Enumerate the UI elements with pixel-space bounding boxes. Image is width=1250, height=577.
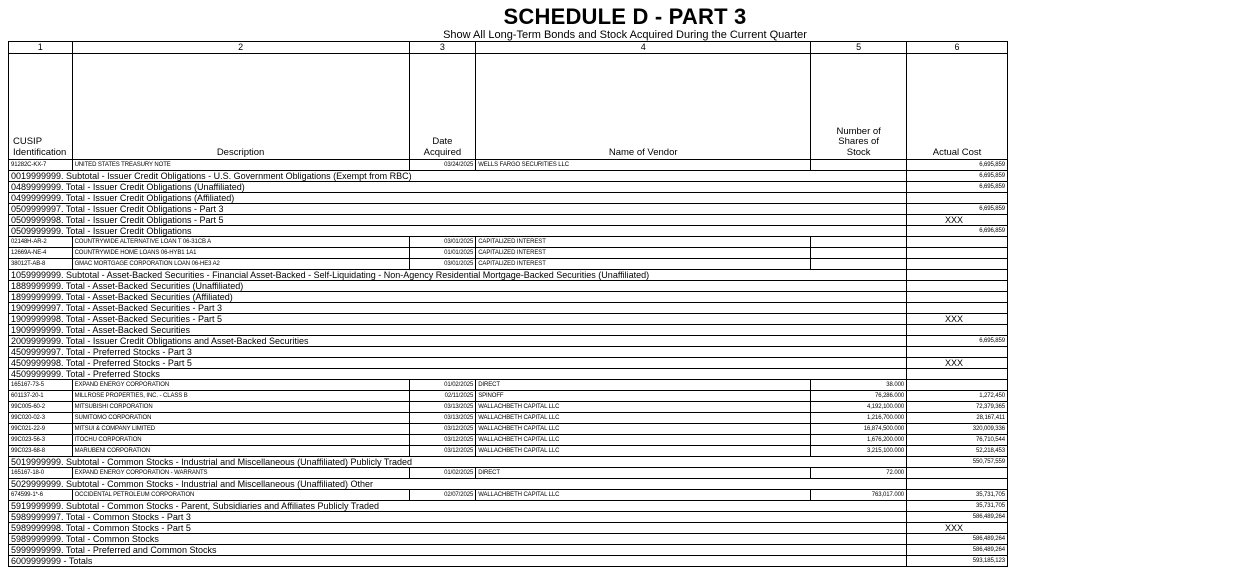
subtotal-cost [907, 303, 1008, 314]
subtotal-row [9, 182, 1008, 193]
subtotal-label: 5999999999. Total - Preferred and Common Stocks [9, 545, 907, 556]
date-cell: 02/11/2025 [409, 391, 476, 402]
subtotal-row [9, 369, 1008, 380]
vendor-cell: DIRECT [476, 468, 811, 479]
description-cell: MILLROSE PROPERTIES, INC. - CLASS B [72, 391, 409, 402]
subtotal-cost: 586,489,264 [907, 512, 1008, 523]
description-cell: MARUBENI CORPORATION [72, 446, 409, 457]
subtotal-label: 1889999999. Total - Asset-Backed Securities (Unaffiliated) [9, 281, 907, 292]
cusip-cell: 165167-18-0 [9, 468, 73, 479]
date-cell: 03/12/2025 [409, 435, 476, 446]
subtotal-row [9, 292, 1008, 303]
vendor-cell: WALLACHBETH CAPITAL LLC [476, 424, 811, 435]
date-cell: 01/01/2025 [409, 248, 476, 259]
shares-cell: 1,216,700.000 [811, 413, 907, 424]
cusip-cell: 99C023-56-3 [9, 435, 73, 446]
page-title: SCHEDULE D - PART 3 [503, 4, 747, 29]
subtotal-label: 1899999999. Total - Asset-Backed Securities (Affiliated) [9, 292, 907, 303]
header-cusip [9, 54, 73, 160]
header-date-line2: Acquired [423, 146, 462, 158]
vendor-cell: WALLACHBETH CAPITAL LLC [476, 413, 811, 424]
subtotal-row [9, 325, 1008, 336]
table-row [9, 402, 1008, 413]
date-cell: 02/07/2025 [409, 490, 476, 501]
header-date-line1: Date [432, 136, 453, 147]
header-cusip-line1: CUSIP [13, 136, 43, 147]
column-header-row [9, 54, 1008, 160]
header-actual-cost: Actual Cost [907, 54, 1008, 160]
cusip-cell: 99C021-22-9 [9, 424, 73, 435]
subtotal-row [9, 501, 1008, 512]
subtotal-label: 0019999999. Subtotal - Issuer Credit Obligations - U.S. Government Obligations (Exempt from RBC) [9, 171, 907, 182]
subtotal-label: 6009999999 - Totals [9, 556, 907, 567]
column-number: 4 [476, 42, 811, 54]
subtotal-label: 1909999998. Total - Asset-Backed Securities - Part 5 [9, 314, 907, 325]
column-number: 3 [409, 42, 476, 54]
subtotal-cost [907, 325, 1008, 336]
description-cell: EXPAND ENERGY CORPORATION [72, 380, 409, 391]
description-cell: COUNTRYWIDE HOME LOANS 06-HYB1 1A1 [72, 248, 409, 259]
subtotal-cost: XXX [907, 358, 1008, 369]
cost-cell: 1,272,450 [907, 391, 1008, 402]
subtotal-row [9, 457, 1008, 468]
subtotal-label: 5989999998. Total - Common Stocks - Part 5 [9, 523, 907, 534]
subtotal-cost: 6,695,859 [907, 336, 1008, 347]
subtotal-row [9, 523, 1008, 534]
header-vendor: Name of Vendor [476, 54, 811, 160]
date-cell: 01/02/2025 [409, 380, 476, 391]
cost-cell: 35,731,705 [907, 490, 1008, 501]
subtotal-cost: 586,489,264 [907, 545, 1008, 556]
shares-cell [811, 259, 907, 270]
cost-cell: 72,379,365 [907, 402, 1008, 413]
subtotal-row [9, 358, 1008, 369]
date-cell: 03/12/2025 [409, 446, 476, 457]
subtotal-label: 0509999997. Total - Issuer Credit Obligations - Part 3 [9, 204, 907, 215]
subtotal-label: 5029999999. Subtotal - Common Stocks - Industrial and Miscellaneous (Unaffiliated) Other [9, 479, 907, 490]
subtotal-cost: 550,757,559 [907, 457, 1008, 468]
subtotal-row [9, 215, 1008, 226]
page-subtitle: Show All Long-Term Bonds and Stock Acquired During the Current Quarter [443, 29, 807, 41]
date-cell: 03/24/2025 [409, 160, 476, 171]
description-cell: EXPAND ENERGY CORPORATION - WARRANTS [72, 468, 409, 479]
cost-cell: 6,695,859 [907, 160, 1008, 171]
subtotal-label: 1059999999. Subtotal - Asset-Backed Securities - Financial Asset-Backed - Self-Liquidating - Non-Agency Residential Mortgage-Backed Securities (Unaffiliated) [9, 270, 907, 281]
cost-cell [907, 248, 1008, 259]
cost-cell [907, 237, 1008, 248]
subtotal-label: 0499999999. Total - Issuer Credit Obligations (Affiliated) [9, 193, 907, 204]
cost-cell [907, 380, 1008, 391]
header-shares-line2: Shares of [838, 136, 879, 147]
shares-cell: 763,017.000 [811, 490, 907, 501]
table-row [9, 490, 1008, 501]
vendor-cell: WALLACHBETH CAPITAL LLC [476, 446, 811, 457]
cusip-cell: 91282C-KX-7 [9, 160, 73, 171]
shares-cell: 1,676,200.000 [811, 435, 907, 446]
subtotal-label: 5989999997. Total - Common Stocks - Part 3 [9, 512, 907, 523]
subtotal-row [9, 545, 1008, 556]
subtotal-row [9, 303, 1008, 314]
subtotal-cost: XXX [907, 523, 1008, 534]
table-row [9, 237, 1008, 248]
cusip-cell: 99C020-02-3 [9, 413, 73, 424]
description-cell: SUMITOMO CORPORATION [72, 413, 409, 424]
description-cell: GMAC MORTGAGE CORPORATION LOAN 06-HE3 A2 [72, 259, 409, 270]
table-row [9, 380, 1008, 391]
subtotal-label: 4509999999. Total - Preferred Stocks [9, 369, 907, 380]
date-cell: 03/01/2025 [409, 237, 476, 248]
shares-cell: 38.000 [811, 380, 907, 391]
shares-cell [811, 237, 907, 248]
column-number: 1 [9, 42, 73, 54]
subtotal-label: 5019999999. Subtotal - Common Stocks - Industrial and Miscellaneous (Unaffiliated) Publicly Traded [9, 457, 907, 468]
cusip-cell: 12669A-NE-4 [9, 248, 73, 259]
vendor-cell: CAPITALIZED INTEREST [476, 237, 811, 248]
subtotal-cost [907, 193, 1008, 204]
description-cell: UNITED STATES TREASURY NOTE [72, 160, 409, 171]
shares-cell: 72.000 [811, 468, 907, 479]
subtotal-cost: 6,695,859 [907, 204, 1008, 215]
subtotal-row [9, 193, 1008, 204]
date-cell: 03/12/2025 [409, 424, 476, 435]
description-cell: MITSUBISHI CORPORATION [72, 402, 409, 413]
shares-cell: 3,215,100.000 [811, 446, 907, 457]
subtotal-row [9, 204, 1008, 215]
column-number: 2 [72, 42, 409, 54]
date-cell: 03/01/2025 [409, 259, 476, 270]
cost-cell [907, 468, 1008, 479]
subtotal-row [9, 171, 1008, 182]
shares-cell: 4,192,100.000 [811, 402, 907, 413]
date-cell: 03/13/2025 [409, 402, 476, 413]
subtotal-cost: XXX [907, 215, 1008, 226]
table-row [9, 259, 1008, 270]
subtotal-label: 2009999999. Total - Issuer Credit Obligations and Asset-Backed Securities [9, 336, 907, 347]
subtotal-cost: 6,695,859 [907, 182, 1008, 193]
cusip-cell: 02148H-AR-2 [9, 237, 73, 248]
vendor-cell: WALLACHBETH CAPITAL LLC [476, 490, 811, 501]
vendor-cell: SPINOFF [476, 391, 811, 402]
cusip-cell: 601137-20-1 [9, 391, 73, 402]
subtotal-cost [907, 292, 1008, 303]
subtotal-label: 4509999997. Total - Preferred Stocks - Part 3 [9, 347, 907, 358]
subtotal-cost [907, 479, 1008, 490]
subtotal-cost: 35,731,705 [907, 501, 1008, 512]
cost-cell: 28,167,411 [907, 413, 1008, 424]
subtotal-label: 1909999997. Total - Asset-Backed Securities - Part 3 [9, 303, 907, 314]
column-number-row [9, 42, 1008, 54]
header-date-acquired [409, 54, 476, 160]
shares-cell: 16,874,500.000 [811, 424, 907, 435]
cost-cell: 76,710,544 [907, 435, 1008, 446]
vendor-cell: WALLACHBETH CAPITAL LLC [476, 402, 811, 413]
table-row [9, 248, 1008, 259]
subtotal-row [9, 336, 1008, 347]
subtotal-row [9, 347, 1008, 358]
header-shares-line1: Number of [836, 125, 881, 137]
subtotal-cost [907, 369, 1008, 380]
subtotal-label: 1909999999. Total - Asset-Backed Securities [9, 325, 907, 336]
table-row [9, 413, 1008, 424]
vendor-cell: DIRECT [476, 380, 811, 391]
table-row [9, 435, 1008, 446]
subtotal-label: 0509999999. Total - Issuer Credit Obligations [9, 226, 907, 237]
cusip-cell: 165167-73-5 [9, 380, 73, 391]
subtotal-row [9, 512, 1008, 523]
vendor-cell: CAPITALIZED INTEREST [476, 248, 811, 259]
date-cell: 03/13/2025 [409, 413, 476, 424]
cusip-cell: 38012T-AB-8 [9, 259, 73, 270]
table-row [9, 446, 1008, 457]
subtotal-cost: 593,185,123 [907, 556, 1008, 567]
schedule-table [8, 41, 1008, 567]
date-cell: 01/02/2025 [409, 468, 476, 479]
subtotal-label: 5989999999. Total - Common Stocks [9, 534, 907, 545]
description-cell: MITSUI & COMPANY LIMITED [72, 424, 409, 435]
cusip-cell: 99C005-60-2 [9, 402, 73, 413]
subtotal-cost: 6,695,859 [907, 171, 1008, 182]
subtotal-label: 0489999999. Total - Issuer Credit Obligations (Unaffiliated) [9, 182, 907, 193]
cost-cell: 320,009,336 [907, 424, 1008, 435]
description-cell: COUNTRYWIDE ALTERNATIVE LOAN T 06-31CB A [72, 237, 409, 248]
subtotal-label: 0509999998. Total - Issuer Credit Obligations - Part 5 [9, 215, 907, 226]
subtotal-cost [907, 281, 1008, 292]
subtotal-cost [907, 270, 1008, 281]
vendor-cell: WELLS FARGO SECURITIES LLC [476, 160, 811, 171]
subtotal-cost: 586,489,264 [907, 534, 1008, 545]
cost-cell [907, 259, 1008, 270]
vendor-cell: WALLACHBETH CAPITAL LLC [476, 435, 811, 446]
subtotal-row [9, 226, 1008, 237]
cusip-cell: 99C023-68-8 [9, 446, 73, 457]
header-shares-line3: Stock [846, 146, 871, 158]
column-number: 6 [907, 42, 1008, 54]
shares-cell [811, 160, 907, 171]
subtotal-row [9, 534, 1008, 545]
shares-cell [811, 248, 907, 259]
header-description: Description [72, 54, 409, 160]
subtotal-label: 4509999998. Total - Preferred Stocks - Part 5 [9, 358, 907, 369]
cusip-cell: 674599-1*-6 [9, 490, 73, 501]
description-cell: OCCIDENTAL PETROLEUM CORPORATION [72, 490, 409, 501]
header-cusip-line2: Identification [13, 146, 67, 158]
subtotal-cost: 6,696,859 [907, 226, 1008, 237]
cost-cell: 52,218,453 [907, 446, 1008, 457]
header-shares [811, 54, 907, 160]
subtotal-row [9, 270, 1008, 281]
description-cell: ITOCHU CORPORATION [72, 435, 409, 446]
table-body [9, 160, 1008, 567]
subtotal-row [9, 314, 1008, 325]
table-row [9, 391, 1008, 402]
subtotal-row [9, 479, 1008, 490]
subtotal-row [9, 556, 1008, 567]
table-row [9, 160, 1008, 171]
subtotal-cost [907, 347, 1008, 358]
shares-cell: 76,286.000 [811, 391, 907, 402]
subtotal-cost: XXX [907, 314, 1008, 325]
table-row [9, 468, 1008, 479]
subtotal-row [9, 281, 1008, 292]
subtotal-label: 5919999999. Subtotal - Common Stocks - Parent, Subsidiaries and Affiliates Publicly Traded [9, 501, 907, 512]
column-number: 5 [811, 42, 907, 54]
vendor-cell: CAPITALIZED INTEREST [476, 259, 811, 270]
table-row [9, 424, 1008, 435]
